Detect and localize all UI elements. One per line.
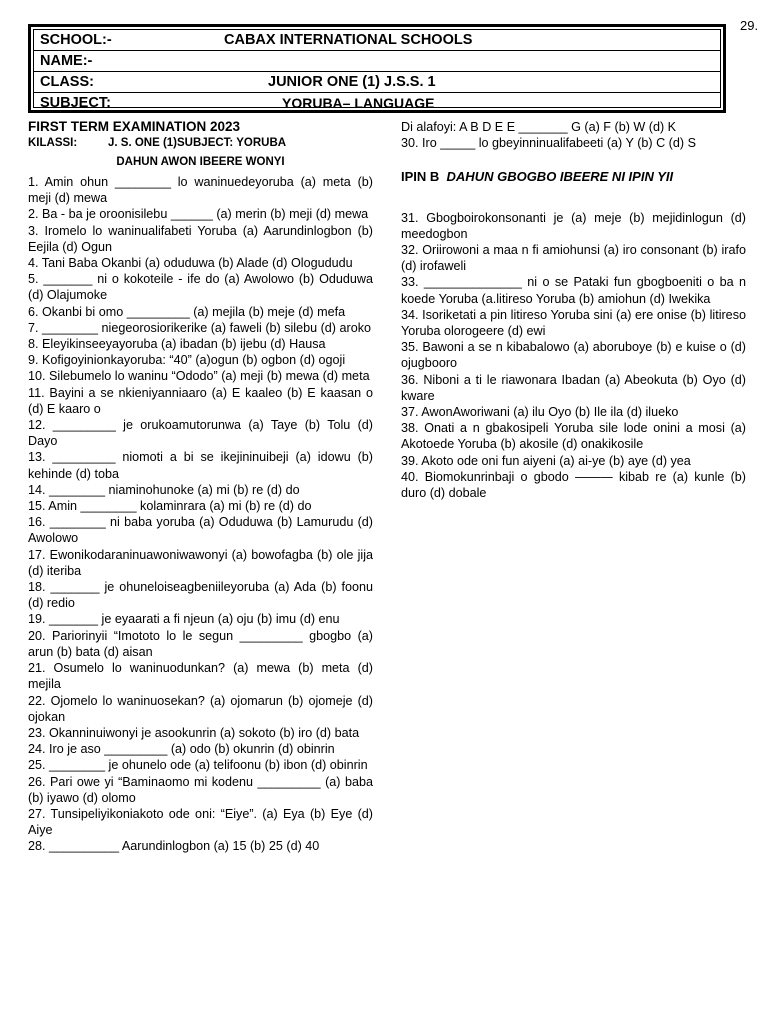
question-item: 14. ________ niaminohunoke (a) mi (b) re (d) do xyxy=(28,482,300,497)
question-item: 21. Osumelo lo waninuodunkan? (a) mewa (b) meta (d) mejila xyxy=(28,661,373,692)
question-item: 10. Silebumelo lo waninu “Ododo” (a) meji (b) mewa (d) meta xyxy=(28,369,370,384)
question-item: 8. Eleyikinseeyayoruba (a) ibadan (b) ijebu (d) Hausa xyxy=(28,337,326,352)
question-item: 32. Oriirowoni a maa n fi amiohunsi (a) iro consonant (b) irafo (d) irofaweli xyxy=(401,243,746,274)
question-item: 37. AwonAworiwani (a) ilu Oyo (b) Ile ila (d) ilueko xyxy=(401,405,679,420)
left-question-list xyxy=(28,174,373,855)
question-item: 18. _______ je ohuneloiseagbeniileyoruba (a) Ada (b) foonu (d) redio xyxy=(28,580,373,611)
kilassi-label: KILASSI: xyxy=(28,137,78,149)
question-item: 19. _______ je eyaarati a fi njeun (a) oju (b) imu (d) enu xyxy=(28,612,340,627)
question-item: 13. _________ niomoti a bi se ikejininuibeji (a) idowu (b) kehinde (d) toba xyxy=(28,450,373,481)
question-item: 40. Biomokunrinbaji o gbodo ——— kibab re (a) kunle (b) duro (d) dobale xyxy=(401,469,746,501)
question-item: 5. _______ ni o kokoteile - ife do (a) Awolowo (b) Oduduwa (d) Olajumoke xyxy=(28,272,373,303)
right-column xyxy=(401,119,746,501)
question-item: 9. Kofigoyinionkayoruba: “40” (a)ogun (b) ogbon (d) ogoji xyxy=(28,353,346,368)
question-item: 1. Amin ohun ________ lo waninuedeyoruba (a) meta (b) meji (d) mewa xyxy=(28,175,373,206)
question-item: 12. _________ je orukoamutorunwa (a) Taye (b) Tolu (d) Dayo xyxy=(28,418,373,449)
question-item: 22. Ojomelo lo waninuosekan? (a) ojomarun (b) ojomeje (d) ojokan xyxy=(28,693,373,724)
right-question-list xyxy=(401,210,746,502)
school-name: CABAX INTERNATIONAL SCHOOLS xyxy=(224,32,473,48)
question-item: 20. Pariorinyii “Imototo lo le segun _________ gbogbo (a) arun (b) bata (d) aisan xyxy=(28,628,373,659)
subject-value: YORUBA– LANGUAGE xyxy=(282,95,435,111)
right-top-list xyxy=(401,119,746,151)
question-item: 35. Bawoni a se n kibabalowo (a) aboruboye (b) e kuise o (d) ojugbooro xyxy=(401,340,746,371)
header-table xyxy=(28,24,726,113)
question-item: 36. Niboni a ti le riawonara Ibadan (a) Abeokuta (b) Oyo (d) kware xyxy=(401,372,746,403)
exam-title: FIRST TERM EXAMINATION 2023 xyxy=(28,119,241,134)
school-label: SCHOOL:- xyxy=(40,32,112,48)
subject-row xyxy=(34,93,720,113)
name-row xyxy=(34,51,720,72)
question-item: 17. Ewonikodaraninuawoniwawonyi (a) bowofagba (b) ole jija (d) iteriba xyxy=(28,547,373,578)
question-item: 2. Ba - ba je oroonisilebu ______ (a) merin (b) meji (d) mewa xyxy=(28,207,369,222)
question-item: 7. ________ niegeorosiorikerike (a) faweli (b) silebu (d) aroko xyxy=(28,320,372,335)
class-label: CLASS: xyxy=(40,74,94,90)
class-line xyxy=(28,135,373,151)
question-item: 23. Okanninuiwonyi je asookunrin (a) sokoto (b) iro (d) bata xyxy=(28,725,360,740)
question-item: 33. ______________ ni o se Pataki fun gbogboeniti o ba n koede Yoruba (a.litireso Yoruba (b) amiohun (d) Iwekika xyxy=(401,275,746,306)
name-label: NAME:- xyxy=(40,53,93,69)
question-item: 11. Bayini a se nkieniyanniaaro (a) E kaaleo (b) E kaasan o (d) E kaaro o xyxy=(28,385,373,416)
left-column xyxy=(28,119,373,855)
question-item: 34. Isoriketati a pin litireso Yoruba sini (a) ere onise (b) litireso Yoruba olorogeere (d) ewi xyxy=(401,307,746,339)
question-item: 31. Gbogboirokonsonanti je (a) meje (b) mejidinlogun (d) meedogbon xyxy=(401,210,746,241)
school-row xyxy=(34,30,720,51)
question-item: 39. Akoto ode oni fun aiyeni (a) ai-ye (b) aye (d) yea xyxy=(401,453,691,468)
question-item: 3. Iromelo lo waninualifabeti Yoruba (a) Aarundinlogbon (b) Eejila (d) Ogun xyxy=(28,223,373,254)
question-item: 28. __________ Aarundinlogbon (a) 15 (b) 25 (d) 40 xyxy=(28,839,320,854)
question-item: 24. Iro je aso _________ (a) odo (b) okunrin (d) obinrin xyxy=(28,742,335,757)
question-item: 30. Iro _____ lo gbeyinninualifabeeti (a) Y (b) C (d) S xyxy=(401,136,696,151)
section-a-title: DAHUN AWON IBEERE WONYI xyxy=(116,156,285,168)
page-number: 29. xyxy=(740,18,759,33)
question-item: 4. Tani Baba Okanbi (a) oduduwa (b) Alade (d) Ologududu xyxy=(28,256,353,271)
class-value: JUNIOR ONE (1) J.S.S. 1 xyxy=(268,74,436,90)
question-item: 25. ________ je ohunelo ode (a) telifoonu (b) ibon (d) obinrin xyxy=(28,758,368,773)
question-item: 16. ________ ni baba yoruba (a) Oduduwa (b) Lamurudu (d) Awolowo xyxy=(28,515,373,546)
question-item: Di alafoyi: A B D E E _______ G (a) F (b) W (d) K xyxy=(401,120,677,134)
header-inner xyxy=(33,29,721,111)
question-item: 38. Onati a n gbakosipeli Yoruba sile lode onini a mosi (a) Akotoede Yoruba (b) akosile (d) onakikosile xyxy=(401,421,746,452)
section-b-title: DAHUN GBOGBO IBEERE NI IPIN YII xyxy=(446,169,674,185)
question-item: 26. Pari owe yi “Baminaomo mi kodenu _________ (a) baba (b) iyawo (d) olomo xyxy=(28,774,373,805)
question-item: 6. Okanbi bi omo _________ (a) mejila (b) meje (d) mefa xyxy=(28,304,346,319)
subject-label: SUBJECT: xyxy=(40,95,111,111)
question-item: 27. Tunsipeliyikoniakoto ode oni: “Eiye”. (a) Eya (b) Eye (d) Aiye xyxy=(28,806,373,838)
section-b-heading xyxy=(401,169,746,185)
kilassi-value: J. S. ONE (1)SUBJECT: YORUBA xyxy=(108,137,287,149)
question-item: 15. Amin ________ kolaminrara (a) mi (b) re (d) do xyxy=(28,499,312,514)
section-b-label: IPIN B xyxy=(401,169,440,185)
class-row xyxy=(34,72,720,93)
